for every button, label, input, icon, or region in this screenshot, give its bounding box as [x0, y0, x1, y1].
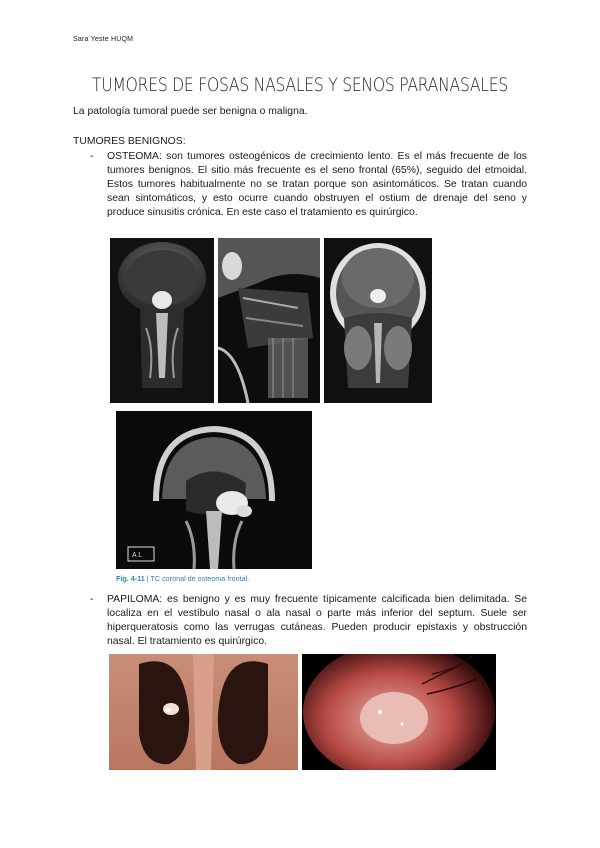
- figure-label: Fig. 4-11: [116, 574, 145, 583]
- section-heading: TUMORES BENIGNOS:: [73, 136, 186, 147]
- ct-coronal-image-2: [324, 238, 432, 403]
- ct-coronal-osteoma-image: [116, 411, 312, 569]
- endoscopic-papilloma-photo: [302, 654, 496, 770]
- ct-coronal-image-1: [110, 238, 214, 403]
- ct-marker-label: A L: [132, 552, 143, 559]
- list-dash: -: [90, 151, 94, 162]
- list-dash: -: [90, 594, 94, 605]
- figure-text: TC coronal de osteoma frontal.: [150, 574, 250, 583]
- list-item-osteoma: [90, 150, 527, 220]
- page-title: TUMORES DE FOSAS NASALES Y SENOS PARANASALES: [92, 74, 508, 96]
- ct-sagittal-image: [218, 238, 320, 403]
- figure-separator: |: [146, 574, 149, 583]
- osteoma-text: OSTEOMA: son tumores osteogénicos de crecimiento lento. Es el más frecuente de los tumores benignos. El sitio más frecuente es el seno frontal (65%), seguido del etmoidal. Estos tumores habitualmente no se tratan porque son asintomáticos. Se tratan cuando sean sintomáticos, y esto ocurre cuando obstruyen el ostium de drenaje del seno y produce sinusitis crónica. En este caso el tratamiento es quirúrgico.: [107, 151, 527, 218]
- intro-paragraph: La patología tumoral puede ser benigna o maligna.: [73, 106, 308, 117]
- papiloma-text: PAPILOMA: es benigno y es muy frecuente típicamente calcificada bien delimitada. Se localiza en el vestíbulo nasal o ala nasal o parte más inferior del septum. Suele ser hiperqueratosis como las verrugas cutáneas. Pueden producir epistaxis y obstrucción nasal. El tratamiento es quirúrgico.: [107, 594, 527, 647]
- figure-caption: [116, 574, 249, 583]
- list-item-papiloma: [90, 593, 527, 649]
- page-header-author: Sara Yeste HUQM: [73, 36, 134, 43]
- nostril-papilloma-photo: [109, 654, 298, 770]
